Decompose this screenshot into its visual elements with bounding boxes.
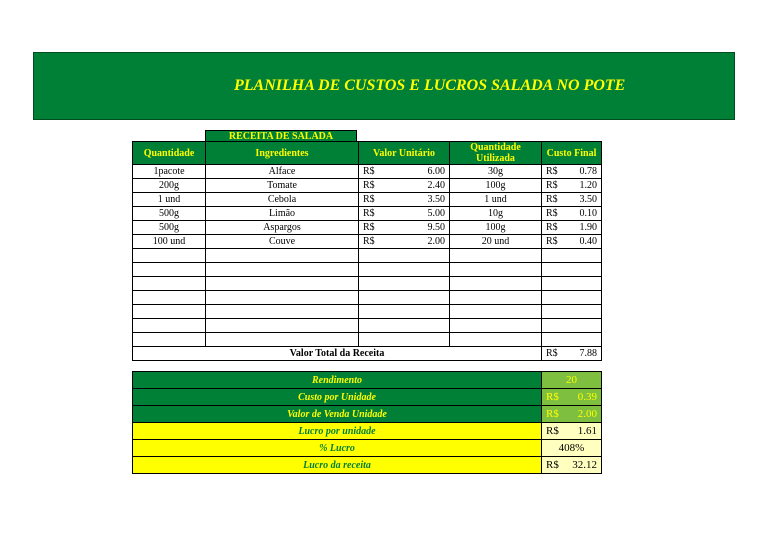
pct-lucro-value[interactable]: 408%	[542, 440, 602, 457]
title-banner	[33, 52, 735, 120]
empty-cell[interactable]	[542, 263, 602, 277]
summary-row-lucro-unidade	[133, 423, 602, 440]
lucro-receita-label: Lucro da receita	[133, 457, 542, 474]
ingrediente-cell[interactable]: Alface	[206, 165, 359, 179]
custo-unidade-value: 0.39	[577, 391, 597, 403]
valor-unitario-value: 3.50	[427, 194, 445, 205]
custo-final-value: 0.40	[579, 236, 597, 247]
empty-cell[interactable]	[133, 263, 206, 277]
empty-cell[interactable]	[450, 263, 542, 277]
ingrediente-cell[interactable]: Cebola	[206, 193, 359, 207]
custo-final-value: 3.50	[579, 194, 597, 205]
empty-cell[interactable]	[206, 263, 359, 277]
rendimento-label: Rendimento	[133, 372, 542, 389]
empty-cell[interactable]	[542, 305, 602, 319]
currency-symbol: R$	[546, 348, 558, 359]
recipe-label: RECEITA DE SALADA	[205, 130, 357, 142]
lucro-unidade-label: Lucro por unidade	[133, 423, 542, 440]
empty-cell[interactable]	[542, 319, 602, 333]
custo-final-value: 0.78	[579, 166, 597, 177]
header-custo-final: Custo Final	[542, 142, 602, 165]
custo-final-value: 1.20	[579, 180, 597, 191]
valor-unitario-cell[interactable]	[359, 193, 450, 207]
valor-unitario-cell[interactable]	[359, 165, 450, 179]
pct-lucro-label: % Lucro	[133, 440, 542, 457]
lucro-unidade-cell[interactable]	[542, 423, 602, 440]
ingrediente-cell[interactable]: Couve	[206, 235, 359, 249]
total-value: 7.88	[579, 348, 597, 359]
table-row	[133, 165, 602, 179]
empty-cell[interactable]	[450, 277, 542, 291]
valor-unitario-cell[interactable]	[359, 235, 450, 249]
summary-table	[132, 371, 602, 474]
valor-unitario-value: 2.00	[427, 236, 445, 247]
currency-symbol: R$	[363, 222, 375, 233]
total-value-cell[interactable]	[542, 347, 602, 361]
empty-cell[interactable]	[359, 291, 450, 305]
page-title: PLANILHA DE CUSTOS E LUCROS SALADA NO POTE	[234, 77, 626, 94]
empty-cell[interactable]	[359, 319, 450, 333]
empty-cell[interactable]	[206, 333, 359, 347]
currency-symbol: R$	[546, 425, 559, 437]
total-label: Valor Total da Receita	[133, 347, 542, 361]
ingredients-body	[133, 165, 602, 347]
empty-cell[interactable]	[133, 333, 206, 347]
lucro-receita-cell[interactable]	[542, 457, 602, 474]
custo-final-cell[interactable]	[542, 207, 602, 221]
summary-row-custo-unidade	[133, 389, 602, 406]
header-quantidade-utilizada: Quantidade Utilizada	[450, 142, 542, 165]
empty-row	[133, 277, 602, 291]
summary-row-venda-unidade	[133, 406, 602, 423]
currency-symbol: R$	[546, 408, 559, 420]
custo-final-value: 1.90	[579, 222, 597, 233]
custo-final-cell[interactable]	[542, 179, 602, 193]
valor-unitario-value: 5.00	[427, 208, 445, 219]
header-ingredientes: Ingredientes	[206, 142, 359, 165]
empty-row	[133, 263, 602, 277]
currency-symbol: R$	[546, 391, 559, 403]
custo-final-cell[interactable]	[542, 193, 602, 207]
quantidade-cell[interactable]: 1 und	[133, 193, 206, 207]
empty-cell[interactable]	[206, 277, 359, 291]
rendimento-value[interactable]: 20	[542, 372, 602, 389]
ingredients-table	[132, 141, 602, 361]
empty-cell[interactable]	[542, 291, 602, 305]
empty-cell[interactable]	[450, 319, 542, 333]
empty-cell[interactable]	[450, 291, 542, 305]
currency-symbol: R$	[363, 194, 375, 205]
empty-row	[133, 319, 602, 333]
custo-unidade-label: Custo por Unidade	[133, 389, 542, 406]
custo-final-cell[interactable]	[542, 165, 602, 179]
valor-unitario-cell[interactable]	[359, 179, 450, 193]
empty-cell[interactable]	[450, 333, 542, 347]
currency-symbol: R$	[546, 166, 558, 177]
currency-symbol: R$	[546, 194, 558, 205]
currency-symbol: R$	[363, 166, 375, 177]
currency-symbol: R$	[363, 180, 375, 191]
total-row	[133, 347, 602, 361]
empty-cell[interactable]	[359, 249, 450, 263]
empty-cell[interactable]	[359, 277, 450, 291]
empty-cell[interactable]	[133, 305, 206, 319]
empty-row	[133, 291, 602, 305]
empty-row	[133, 249, 602, 263]
header-valor-unitario: Valor Unitário	[359, 142, 450, 165]
valor-unitario-cell[interactable]	[359, 221, 450, 235]
currency-symbol: R$	[546, 180, 558, 191]
quantidade-utilizada-cell[interactable]: 20 und	[450, 235, 542, 249]
venda-unidade-label: Valor de Venda Unidade	[133, 406, 542, 423]
empty-cell[interactable]	[542, 333, 602, 347]
quantidade-utilizada-cell[interactable]: 100g	[450, 221, 542, 235]
custo-final-value: 0.10	[579, 208, 597, 219]
empty-cell[interactable]	[133, 319, 206, 333]
venda-unidade-cell[interactable]	[542, 406, 602, 423]
table-row	[133, 235, 602, 249]
table-row	[133, 221, 602, 235]
quantidade-cell[interactable]: 500g	[133, 221, 206, 235]
quantidade-utilizada-cell[interactable]: 1 und	[450, 193, 542, 207]
empty-cell[interactable]	[450, 305, 542, 319]
summary-row-pct-lucro	[133, 440, 602, 457]
table-row	[133, 179, 602, 193]
summary-row-lucro-receita	[133, 457, 602, 474]
valor-unitario-value: 6.00	[427, 166, 445, 177]
valor-unitario-value: 9.50	[427, 222, 445, 233]
quantidade-cell[interactable]: 100 und	[133, 235, 206, 249]
quantidade-utilizada-cell[interactable]: 30g	[450, 165, 542, 179]
header-quantidade: Quantidade	[133, 142, 206, 165]
currency-symbol: R$	[546, 222, 558, 233]
quantidade-cell[interactable]: 1pacote	[133, 165, 206, 179]
table-row	[133, 193, 602, 207]
empty-cell[interactable]	[359, 333, 450, 347]
summary-row-rendimento	[133, 372, 602, 389]
empty-cell[interactable]	[133, 277, 206, 291]
currency-symbol: R$	[363, 208, 375, 219]
empty-cell[interactable]	[206, 249, 359, 263]
quantidade-cell[interactable]: 200g	[133, 179, 206, 193]
valor-unitario-value: 2.40	[427, 180, 445, 191]
currency-symbol: R$	[546, 208, 558, 219]
currency-symbol: R$	[546, 236, 558, 247]
ingrediente-cell[interactable]: Limão	[206, 207, 359, 221]
quantidade-cell[interactable]: 500g	[133, 207, 206, 221]
ingrediente-cell[interactable]: Aspargos	[206, 221, 359, 235]
empty-cell[interactable]	[542, 249, 602, 263]
lucro-receita-value: 32.12	[572, 459, 597, 471]
empty-cell[interactable]	[206, 319, 359, 333]
ingrediente-cell[interactable]: Tomate	[206, 179, 359, 193]
lucro-unidade-value: 1.61	[577, 425, 597, 437]
empty-cell[interactable]	[206, 291, 359, 305]
quantidade-utilizada-cell[interactable]: 100g	[450, 179, 542, 193]
empty-cell[interactable]	[450, 249, 542, 263]
custo-unidade-cell[interactable]	[542, 389, 602, 406]
empty-cell[interactable]	[133, 249, 206, 263]
empty-cell[interactable]	[542, 277, 602, 291]
empty-cell[interactable]	[206, 305, 359, 319]
empty-row	[133, 333, 602, 347]
custo-final-cell[interactable]	[542, 235, 602, 249]
valor-unitario-cell[interactable]	[359, 207, 450, 221]
currency-symbol: R$	[546, 459, 559, 471]
currency-symbol: R$	[363, 236, 375, 247]
empty-row	[133, 305, 602, 319]
quantidade-utilizada-cell[interactable]: 10g	[450, 207, 542, 221]
table-row	[133, 207, 602, 221]
venda-unidade-value: 2.00	[577, 408, 597, 420]
empty-cell[interactable]	[133, 291, 206, 305]
empty-cell[interactable]	[359, 305, 450, 319]
empty-cell[interactable]	[359, 263, 450, 277]
custo-final-cell[interactable]	[542, 221, 602, 235]
